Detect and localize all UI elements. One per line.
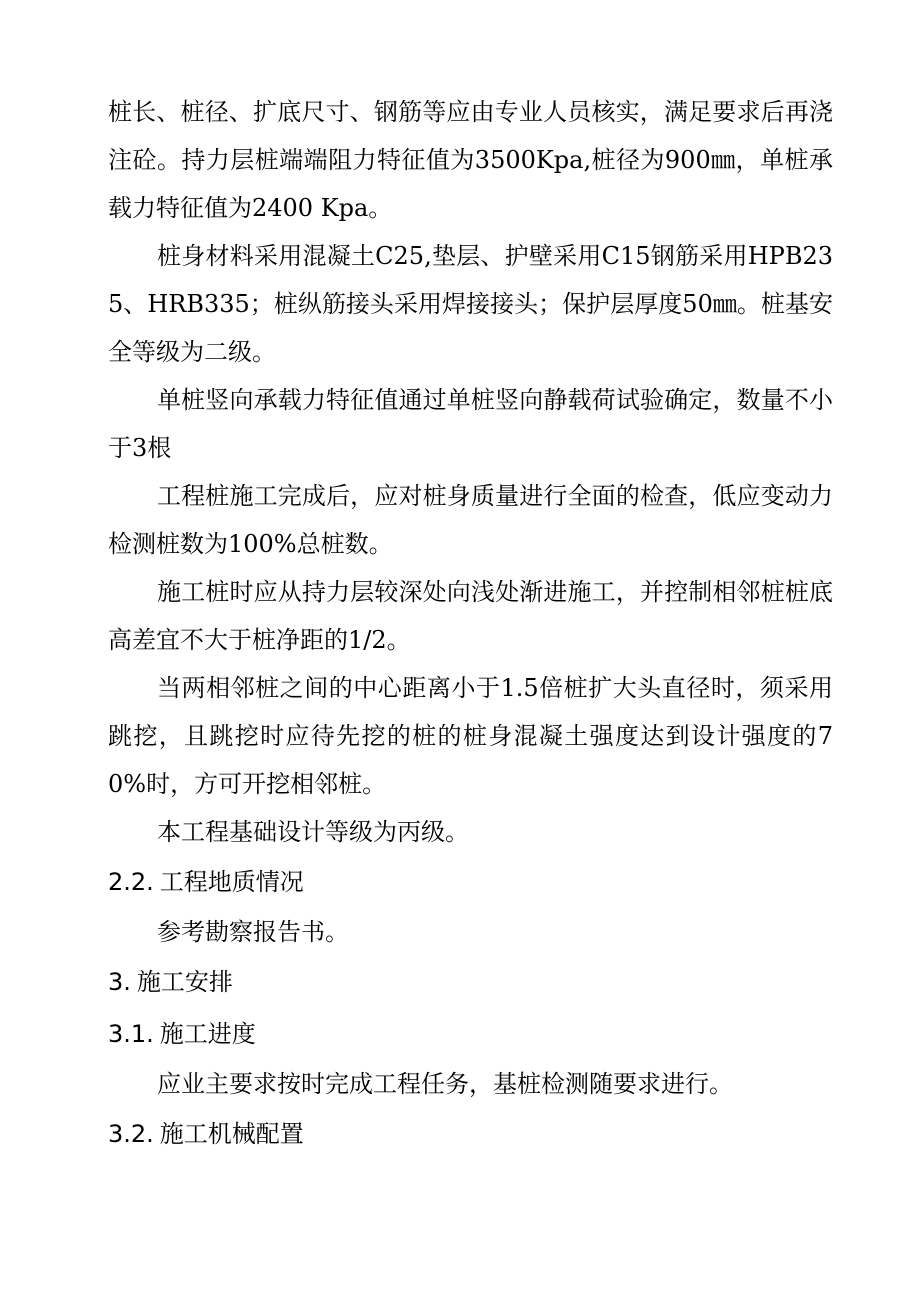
heading-number: 3.1. [108,1020,154,1048]
paragraph-design-grade: 本工程基础设计等级为丙级。 [157,818,469,846]
heading-number: 2.2. [108,868,154,896]
paragraph-pile-dimensions: 桩长、桩径、扩底尺寸、钢筋等应由专业人员核实，满足要求后再浇注砼。持力层桩端端阻力特征值为3500Kpa,桩径为900㎜，单桩承载力特征值为2400 Kpa。 [108,98,833,222]
document-body [108,88,833,1160]
heading-title: 工程地质情况 [159,868,304,896]
heading-3-1 [108,1008,833,1060]
heading-3 [108,956,833,1008]
paragraph-schedule: 应业主要求按时完成工程任务，基桩检测随要求进行。 [157,1070,733,1098]
paragraph-pile-materials: 桩身材料采用混凝土C25,垫层、护壁采用C15钢筋采用HPB235、HRB335；桩纵筋接头采用焊接接头；保护层厚度50㎜。桩基安全等级为二级。 [108,242,833,366]
heading-3-2 [108,1108,833,1160]
heading-2-2 [108,856,833,908]
paragraph-geology: 参考勘察报告书。 [157,918,349,946]
paragraph-load-test: 单桩竖向承载力特征值通过单桩竖向静载荷试验确定，数量不小于3根 [108,386,833,462]
heading-number: 3. [108,968,131,996]
paragraph-construction-order: 施工桩时应从持力层较深处向浅处渐进施工，并控制相邻桩桩底高差宜不大于桩净距的1/2。 [108,578,833,654]
heading-title: 施工机械配置 [159,1120,304,1148]
heading-title: 施工安排 [136,968,233,996]
heading-title: 施工进度 [159,1020,256,1048]
paragraph-pile-inspection: 工程桩施工完成后，应对桩身质量进行全面的检查，低应变动力检测桩数为100%总桩数。 [108,482,833,558]
heading-number: 3.2. [108,1120,154,1148]
paragraph-skip-excavation: 当两相邻桩之间的中心距离小于1.5倍桩扩大头直径时，须采用跳挖，且跳挖时应待先挖的桩的桩身混凝土强度达到设计强度的70%时，方可开挖相邻桩。 [108,674,833,798]
